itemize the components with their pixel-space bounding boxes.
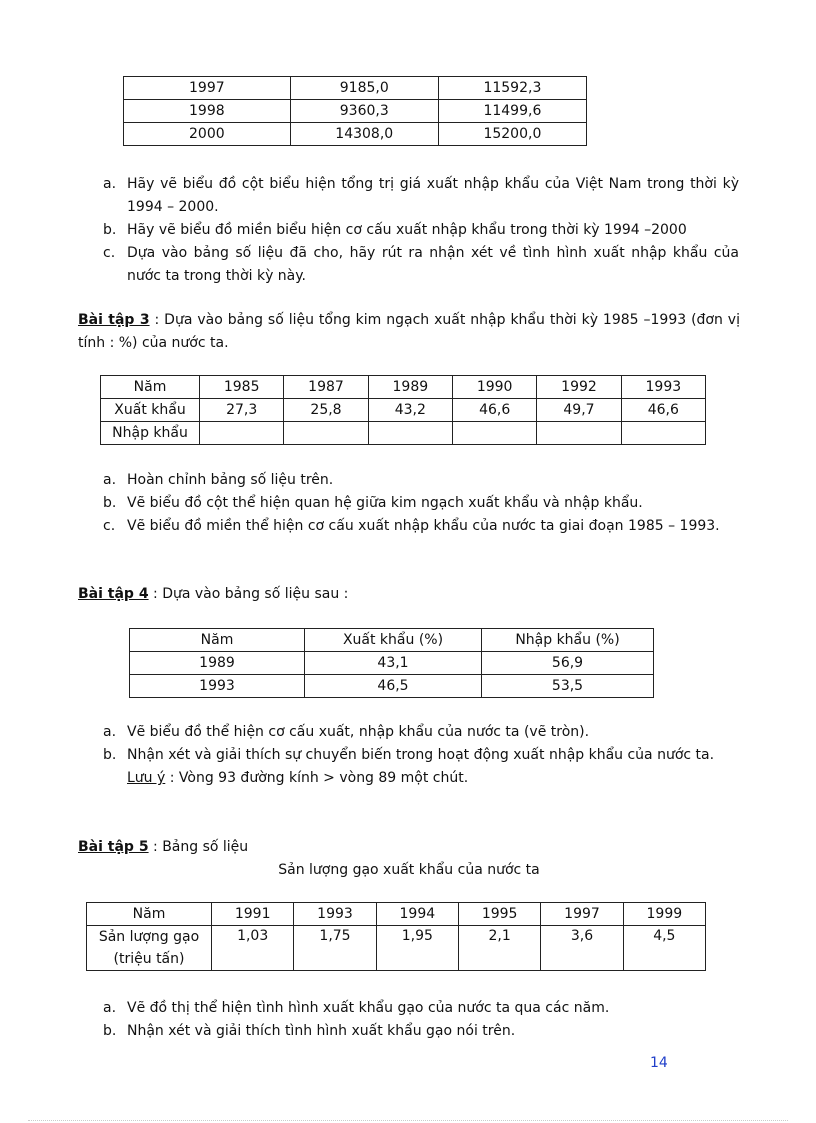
table-row <box>124 77 587 100</box>
list-item <box>103 492 739 515</box>
table-cell: 46,5 <box>305 675 482 698</box>
exercise-3-table <box>100 375 706 445</box>
exercise-5-text: : Bảng số liệu <box>148 839 249 855</box>
table-row <box>130 652 654 675</box>
table-header-cell: 1992 <box>537 376 621 399</box>
list-item <box>103 744 739 767</box>
table-cell: 3,6 <box>541 926 623 971</box>
exercise-3-heading <box>78 309 740 355</box>
list-item <box>103 997 739 1020</box>
table-cell: 9360,3 <box>290 100 438 123</box>
list-item <box>103 721 739 744</box>
list-marker: b. <box>103 747 117 763</box>
table-cell: 1,03 <box>212 926 294 971</box>
export-import-table-1994-2000 <box>123 76 587 146</box>
list-text: Vẽ biểu đồ thể hiện cơ cấu xuất, nhập khẩu của nước ta (vẽ tròn). <box>127 724 590 740</box>
table-cell: 25,8 <box>284 399 368 422</box>
table-cell: 2,1 <box>458 926 540 971</box>
table-cell: 15200,0 <box>438 123 586 146</box>
table-header-cell: 1987 <box>284 376 368 399</box>
table-cell: 1,95 <box>376 926 458 971</box>
table-cell: 46,6 <box>452 399 536 422</box>
exercise-4-label: Bài tập 4 <box>78 586 149 602</box>
exercise-4-text: : Dựa vào bảng số liệu sau : <box>148 586 349 602</box>
list-item <box>103 469 739 492</box>
list-marker: a. <box>103 472 117 488</box>
list-text: Nhận xét và giải thích sự chuyển biến trong hoạt động xuất nhập khẩu của nước ta. <box>127 747 715 763</box>
table-header-cell: Năm <box>130 629 305 652</box>
exercise-4-table <box>129 628 654 698</box>
exercise-2-questions <box>103 173 739 288</box>
table-cell: 49,7 <box>537 399 621 422</box>
table-cell: 11499,6 <box>438 100 586 123</box>
list-marker: a. <box>103 1000 117 1016</box>
list-marker: c. <box>103 245 116 261</box>
list-item <box>103 515 739 538</box>
table-cell: 1997 <box>124 77 291 100</box>
table-header-cell: 1985 <box>200 376 284 399</box>
list-text: Nhận xét và giải thích tình hình xuất khẩu gạo nói trên. <box>127 1023 516 1039</box>
table-cell <box>200 422 284 445</box>
table-header-cell: Năm <box>101 376 200 399</box>
page-number: 14 <box>650 1055 668 1071</box>
table-cell: 56,9 <box>482 652 654 675</box>
list-marker: b. <box>103 1023 117 1039</box>
list-text: Vẽ biểu đồ cột thể hiện quan hệ giữa kim ngạch xuất khẩu và nhập khẩu. <box>127 495 643 511</box>
exercise-5-questions <box>103 997 739 1043</box>
table-header-cell: Nhập khẩu (%) <box>482 629 654 652</box>
table-cell: Nhập khẩu <box>101 422 200 445</box>
table-cell: 46,6 <box>621 399 705 422</box>
list-text: Dựa vào bảng số liệu đã cho, hãy rút ra nhận xét về tình hình xuất nhập khẩu của nước ta trong thời kỳ này. <box>127 245 739 284</box>
table-row <box>130 629 654 652</box>
note-label: Lưu ý <box>127 770 166 786</box>
exercise-5-heading <box>78 836 740 859</box>
list-item <box>103 173 739 219</box>
table-header-cell: Xuất khẩu (%) <box>305 629 482 652</box>
list-text: Hãy vẽ biểu đồ cột biểu hiện tổng trị giá xuất nhập khẩu của Việt Nam trong thời kỳ 1994 – 2000. <box>127 176 739 215</box>
table-cell: 43,1 <box>305 652 482 675</box>
table-cell <box>368 422 452 445</box>
table-cell: 2000 <box>124 123 291 146</box>
table-cell: 1998 <box>124 100 291 123</box>
list-item <box>103 242 739 288</box>
table-header-cell: 1990 <box>452 376 536 399</box>
table-row <box>124 100 587 123</box>
table-cell: Xuất khẩu <box>101 399 200 422</box>
table-row <box>87 903 706 926</box>
list-marker: b. <box>103 222 117 238</box>
table-header-cell: 1995 <box>458 903 540 926</box>
row-label-line: Sản lượng gạo <box>98 929 200 945</box>
table-header-cell: 1999 <box>623 903 705 926</box>
exercise-3-label: Bài tập 3 <box>78 312 150 328</box>
exercise-4-questions <box>103 721 739 790</box>
table-cell: 9185,0 <box>290 77 438 100</box>
table-row <box>101 399 706 422</box>
list-marker: b. <box>103 495 117 511</box>
table-cell <box>452 422 536 445</box>
table-row <box>87 926 706 971</box>
table-cell: 11592,3 <box>438 77 586 100</box>
table-cell <box>621 422 705 445</box>
table-cell <box>537 422 621 445</box>
note-text: : Vòng 93 đường kính > vòng 89 một chút. <box>165 770 469 786</box>
table-cell: 1,75 <box>294 926 376 971</box>
table-header-cell: 1997 <box>541 903 623 926</box>
list-item <box>103 767 739 790</box>
table-header-cell: 1989 <box>368 376 452 399</box>
table-cell: 53,5 <box>482 675 654 698</box>
row-label-line: (triệu tấn) <box>113 951 185 967</box>
table-header-cell: 1993 <box>294 903 376 926</box>
exercise-3-text: : Dựa vào bảng số liệu tổng kim ngạch xuất nhập khẩu thời kỳ 1985 –1993 (đơn vị tính : %) của nước ta. <box>78 312 740 351</box>
exercise-4-heading <box>78 583 740 606</box>
table-header-cell: 1993 <box>621 376 705 399</box>
exercise-5-caption: Sản lượng gạo xuất khẩu của nước ta <box>278 862 540 878</box>
list-item <box>103 1020 739 1043</box>
table-header-cell: 1994 <box>376 903 458 926</box>
table-header-cell: Năm <box>87 903 212 926</box>
table-row <box>124 123 587 146</box>
list-marker: c. <box>103 518 116 534</box>
table-cell: 14308,0 <box>290 123 438 146</box>
list-item <box>103 219 739 242</box>
table-cell <box>284 422 368 445</box>
table-cell: 27,3 <box>200 399 284 422</box>
exercise-5-table <box>86 902 706 971</box>
table-row <box>130 675 654 698</box>
table-cell: 1993 <box>130 675 305 698</box>
list-text: Hãy vẽ biểu đồ miền biểu hiện cơ cấu xuất nhập khẩu trong thời kỳ 1994 –2000 <box>127 222 687 238</box>
table-cell: 4,5 <box>623 926 705 971</box>
table-cell: 1989 <box>130 652 305 675</box>
list-text: Vẽ đồ thị thể hiện tình hình xuất khẩu gạo của nước ta qua các năm. <box>127 1000 610 1016</box>
list-marker: a. <box>103 176 117 192</box>
list-marker: a. <box>103 724 117 740</box>
page-bottom-border <box>28 1120 788 1121</box>
table-row <box>101 422 706 445</box>
table-header-cell: 1991 <box>212 903 294 926</box>
exercise-3-questions <box>103 469 739 538</box>
list-text: Vẽ biểu đồ miền thể hiện cơ cấu xuất nhập khẩu của nước ta giai đoạn 1985 – 1993. <box>127 518 720 534</box>
list-text: Hoàn chỉnh bảng số liệu trên. <box>127 472 334 488</box>
table-cell: 43,2 <box>368 399 452 422</box>
table-row-label <box>87 926 212 971</box>
table-row <box>101 376 706 399</box>
exercise-5-label: Bài tập 5 <box>78 839 149 855</box>
